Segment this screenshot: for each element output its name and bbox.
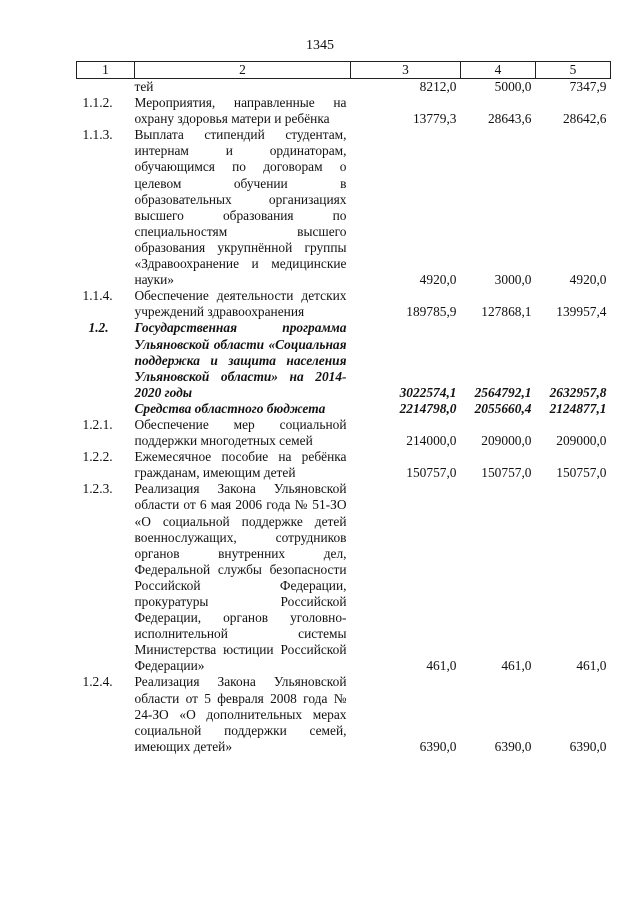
row-code: 1.2.4. — [82, 674, 113, 690]
row-value-col3: 13779,3 — [412, 111, 457, 127]
row-description: Средства областного бюджета — [134, 400, 326, 416]
table-row — [77, 288, 611, 320]
row-value-col5: 2124877,1 — [549, 400, 607, 416]
row-value-col5: 4920,0 — [569, 272, 607, 288]
table-row — [77, 481, 611, 674]
row-value-col5: 28642,6 — [562, 111, 607, 127]
row-value-col4: 2564792,1 — [474, 384, 532, 400]
column-header-1: 1 — [77, 62, 135, 79]
row-value-col4: 150757,0 — [481, 465, 532, 481]
row-value-col4: 127868,1 — [481, 304, 532, 320]
row-code: 1.1.3. — [82, 127, 113, 143]
row-code: 1.2. — [88, 320, 109, 336]
row-code — [77, 401, 135, 417]
row-description: Реализация Закона Ульяновской области от 5 февраля 2008 года № 24-ЗО «О дополнительных мерах социальной поддержки семей, имеющих детей» — [134, 674, 347, 754]
row-value-col3: 8212,0 — [419, 79, 457, 94]
column-header-5: 5 — [536, 62, 611, 79]
table-row — [77, 95, 611, 127]
row-value-col5: 2632957,8 — [549, 384, 607, 400]
row-value-col3: 2214798,0 — [399, 400, 457, 416]
row-value-col5: 209000,0 — [556, 433, 607, 449]
row-value-col4: 6390,0 — [494, 738, 532, 754]
table-row-regional-budget — [77, 401, 611, 417]
row-description: Выплата стипендий студентам, интернам и ординаторам, обучающимся по договорам о целевом обучении в образовательных организациях высшего образования по специальностям высшего образования укрупнённой группы «Здравоохранение и медицинские науки» — [134, 127, 347, 288]
table-row — [77, 79, 611, 96]
row-description: Мероприятия, направленные на охрану здоровья матери и ребёнка — [134, 95, 347, 127]
table-row — [77, 449, 611, 481]
table-row — [77, 417, 611, 449]
column-header-3: 3 — [351, 62, 461, 79]
column-header-2: 2 — [135, 62, 351, 79]
row-value-col5: 7347,9 — [569, 79, 607, 94]
row-value-col4: 5000,0 — [494, 79, 532, 94]
row-value-col5: 461,0 — [576, 658, 607, 674]
row-code: 1.1.2. — [82, 95, 113, 111]
row-value-col4: 209000,0 — [481, 433, 532, 449]
row-value-col5: 139957,4 — [556, 304, 607, 320]
row-value-col5: 6390,0 — [569, 738, 607, 754]
row-value-col4: 3000,0 — [494, 272, 532, 288]
row-value-col5: 150757,0 — [556, 465, 607, 481]
row-description: Реализация Закона Ульяновской области от 6 мая 2006 года № 51-ЗО «О социальной поддержке детей военнослужащих, сотрудников органов внутренних дел, Федеральной службы безопасности Российской Федерации, прокуратуры Российской Федерации, органов уголовно-исполнительной системы Министерства юстиции Российской Федерации» — [134, 481, 347, 674]
table-row-program — [77, 320, 611, 400]
row-code: 1.2.1. — [82, 416, 113, 432]
row-code — [77, 79, 135, 96]
budget-table — [76, 61, 611, 755]
row-description: Ежемесячное пособие на ребёнка гражданам, имеющим детей — [134, 449, 347, 481]
table-row — [77, 127, 611, 288]
table-row — [77, 674, 611, 754]
row-description: тей — [134, 79, 154, 94]
row-value-col3: 4920,0 — [419, 272, 457, 288]
row-value-col3: 189785,9 — [406, 304, 457, 320]
table-header-row — [77, 62, 611, 79]
row-value-col4: 461,0 — [501, 658, 532, 674]
column-header-4: 4 — [461, 62, 536, 79]
row-value-col3: 6390,0 — [419, 738, 457, 754]
row-description: Обеспечение мер социальной поддержки многодетных семей — [134, 416, 347, 449]
row-value-col3: 3022574,1 — [399, 384, 457, 400]
row-description: Обеспечение деятельности детских учреждений здравоохранения — [134, 288, 347, 320]
row-code: 1.2.3. — [82, 481, 113, 497]
row-value-col3: 150757,0 — [406, 465, 457, 481]
row-description: Государственная программа Ульяновской области «Социальная поддержка и защита населения Ульяновской области» на 2014-2020 годы — [134, 320, 347, 400]
row-code: 1.2.2. — [82, 449, 113, 465]
row-value-col4: 28643,6 — [487, 111, 532, 127]
row-value-col3: 214000,0 — [406, 433, 457, 449]
page-number: 1345 — [306, 38, 334, 53]
row-value-col4: 2055660,4 — [474, 400, 532, 416]
row-value-col3: 461,0 — [426, 658, 457, 674]
row-code: 1.1.4. — [82, 288, 113, 304]
